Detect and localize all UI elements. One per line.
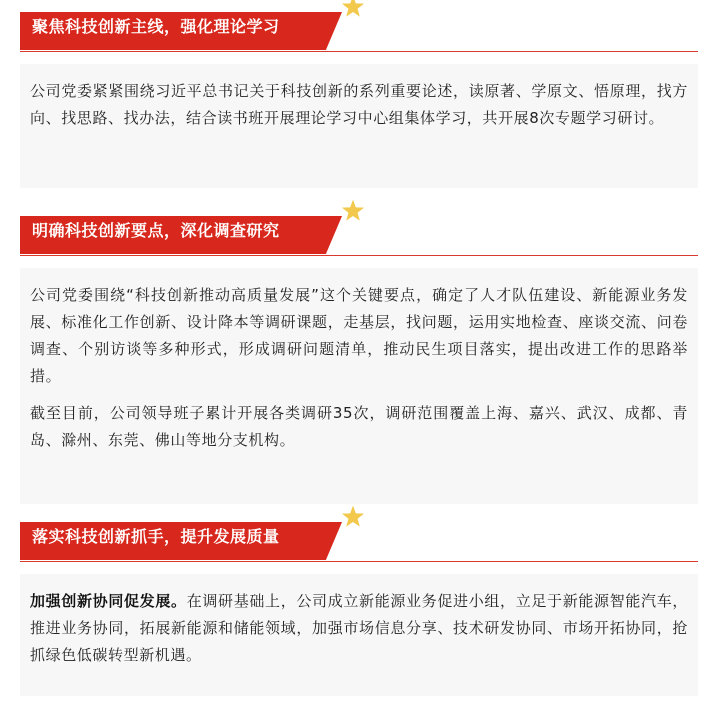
paragraph-text: 在调研基础上，公司成立新能源业务促进小组，立足于新能源智能汽车，推进业务协同，拓展新能源和储能领域，加强市场信息分享、技术研发协同、市场开拓协同，抢抓绿色低碳转型新机遇。 — [30, 592, 688, 664]
section-title: 聚焦科技创新主线，强化理论学习 — [32, 17, 280, 36]
section-1 — [20, 8, 698, 188]
star-icon — [340, 0, 366, 20]
section-header — [20, 212, 698, 256]
header-divider — [20, 51, 698, 52]
paragraph: 截至目前，公司领导班子累计开展各类调研35次，调研范围覆盖上海、嘉兴、武汉、成都、青岛、滁州、东莞、佛山等地分支机构。 — [30, 404, 688, 449]
section-body — [20, 268, 698, 504]
section-2 — [20, 212, 698, 504]
section-body — [20, 64, 698, 188]
star-icon — [340, 504, 366, 530]
header-divider — [20, 255, 698, 256]
paragraph: 公司党委紧紧围绕习近平总书记关于科技创新的系列重要论述，读原著、学原文、悟原理，找方向、找思路、找办法，结合读书班开展理论学习中心组集体学习，共开展8次专题学习研讨。 — [30, 82, 688, 127]
paragraph-lead: 加强创新协同促发展。 — [30, 592, 187, 610]
header-divider — [20, 561, 698, 562]
star-icon — [340, 198, 366, 224]
section-title: 落实科技创新抓手，提升发展质量 — [32, 527, 280, 546]
section-header — [20, 518, 698, 562]
paragraph — [30, 588, 688, 669]
section-3 — [20, 518, 698, 696]
section-header — [20, 8, 698, 52]
section-body — [20, 574, 698, 696]
section-title: 明确科技创新要点，深化调查研究 — [32, 221, 280, 240]
paragraph: 公司党委围绕“科技创新推动高质量发展”这个关键要点，确定了人才队伍建设、新能源业务发展、标准化工作创新、设计降本等调研课题，走基层，找问题，运用实地检查、座谈交流、问卷调查、个别访谈等多种形式，形成调研问题清单，推动民生项目落实，提出改进工作的思路举措。 — [30, 286, 688, 385]
